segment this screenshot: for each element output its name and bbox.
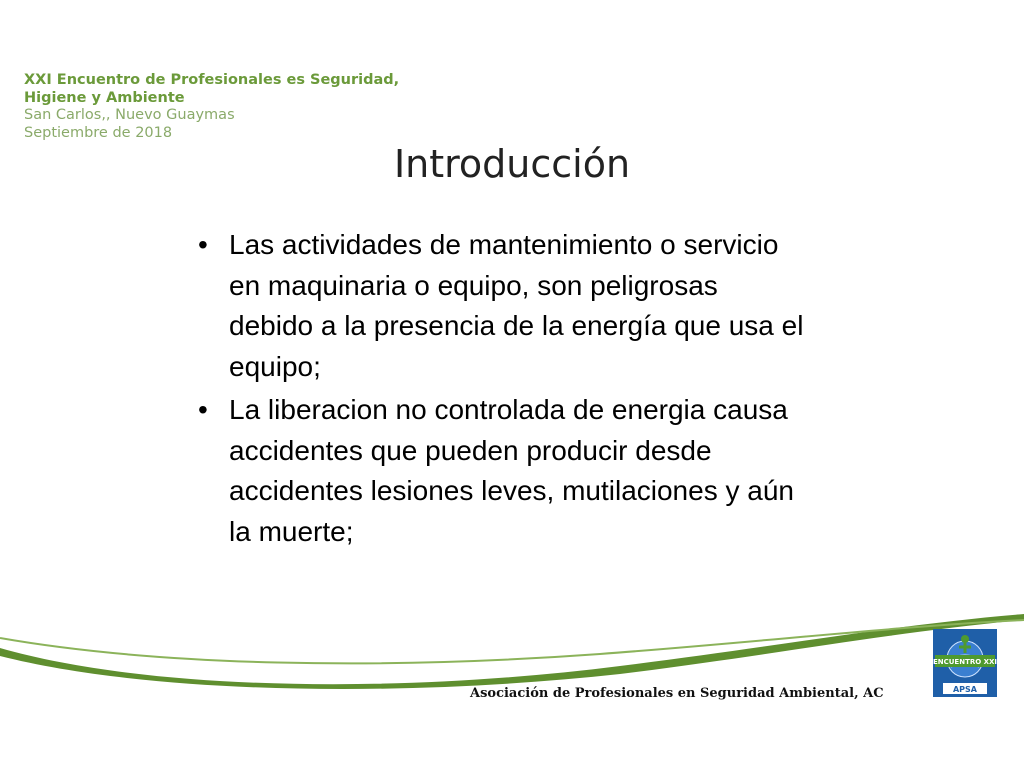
bullet-item xyxy=(196,225,806,387)
organization-name: Asociación de Profesionales en Seguridad Ambiental, AC xyxy=(470,686,884,701)
bullet-dot-icon: • xyxy=(198,229,208,260)
logo-top-text: ENCUENTRO XXI xyxy=(933,658,997,666)
bullet-dot-icon: • xyxy=(198,394,208,425)
bullet-text: Las actividades de mantenimiento o servicio en maquinaria o equipo, son peligrosas debido a la presencia de la energía que usa el equipo; xyxy=(229,229,804,382)
event-place: San Carlos,, Nuevo Guaymas xyxy=(24,107,235,123)
person-globe-logo-icon xyxy=(933,629,997,697)
green-swoosh-decoration xyxy=(0,596,1024,696)
bullet-text: La liberacion no controlada de energia causa accidentes que pueden producir desde accidentes lesiones leves, mutilaciones y aún la muerte; xyxy=(229,394,794,547)
bullet-item xyxy=(196,390,806,552)
event-header xyxy=(24,72,444,142)
event-title: XXI Encuentro de Profesionales es Seguridad, Higiene y Ambiente xyxy=(24,72,400,106)
event-date: Septiembre de 2018 xyxy=(24,124,173,141)
logo-bottom-text: APSA xyxy=(952,685,978,694)
bullet-list xyxy=(196,225,806,555)
slide-title: Introducción xyxy=(393,142,631,186)
